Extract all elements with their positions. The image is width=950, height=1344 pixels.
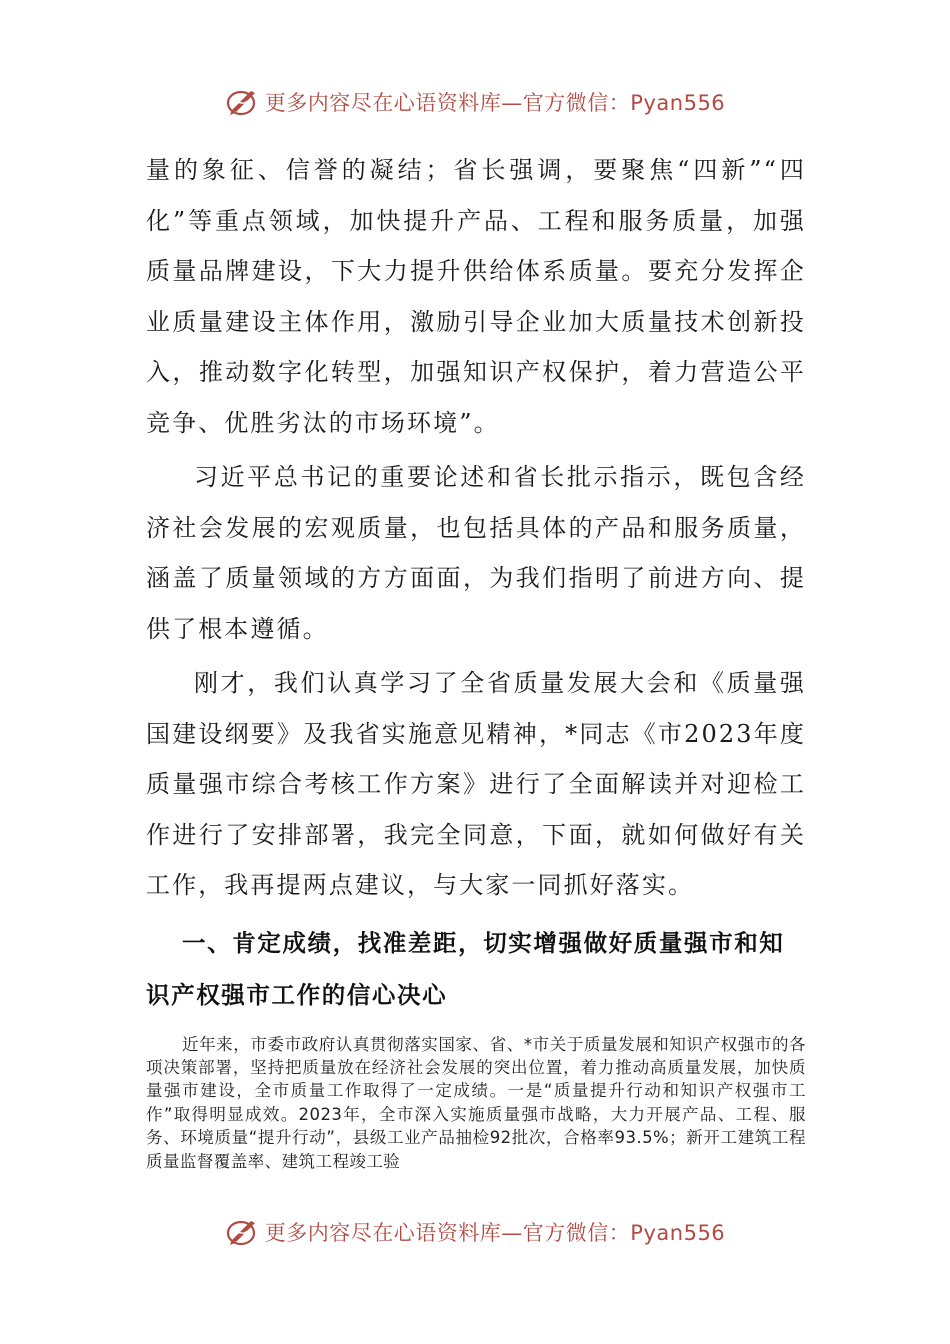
pen-logo-icon bbox=[225, 1214, 261, 1250]
section-heading: 一、肯定成绩，找准差距，切实增强做好质量强市和知识产权强市工作的信心决心 bbox=[146, 928, 785, 1009]
paragraph-2: 习近平总书记的重要论述和省长批示指示，既包含经济社会发展的宏观质量，也包括具体的产品和服务质量，涵盖了质量领域的方方面面，为我们指明了前进方向、提供了根本遵循。 bbox=[146, 463, 806, 643]
watermark-text: 更多内容尽在心语资料库—官方微信：Pyan556 bbox=[264, 91, 726, 115]
paragraph-1: 量的象征、信誉的凝结；省长强调，要聚焦“四新”“四化”等重点领域，加快提升产品、工程和服务质量，加强质量品牌建设，下大力提升供给体系质量。要充分发挥企业质量建设主体作用，激励引导企业加大质量技术创新投入，推动数字化转型，加强知识产权保护，着力营造公平竞争、优胜劣汰的市场环境”。 bbox=[146, 156, 806, 437]
document-body bbox=[146, 145, 806, 1189]
body-paragraph-small: 近年来，市委市政府认真贯彻落实国家、省、*市关于质量发展和知识产权强市的各项决策部署，坚持把质量放在经济社会发展的突出位置，着力推动高质量发展，加快质量强市建设，全市质量工作取得了一定成绩。一是“质量提升行动和知识产权强市工作”取得明显成效。2023年，全市深入实施质量强市战略，大力开展产品、工程、服务、环境质量“提升行动”，县级工业产品抽检92批次，合格率93.5%；新开工建筑工程质量监督覆盖率、建筑工程竣工验 bbox=[146, 1034, 806, 1171]
watermark-text: 更多内容尽在心语资料库—官方微信：Pyan556 bbox=[264, 1221, 726, 1245]
watermark-header bbox=[0, 82, 950, 122]
paragraph-3: 刚才，我们认真学习了全省质量发展大会和《质量强国建设纲要》及我省实施意见精神，*同志《市2023年度质量强市综合考核工作方案》进行了全面解读并对迎检工作进行了安排部署，我完全同意，下面，就如何做好有关工作，我再提两点建议，与大家一同抓好落实。 bbox=[146, 669, 806, 899]
watermark-footer bbox=[0, 1212, 950, 1252]
pen-logo-icon bbox=[225, 84, 261, 120]
